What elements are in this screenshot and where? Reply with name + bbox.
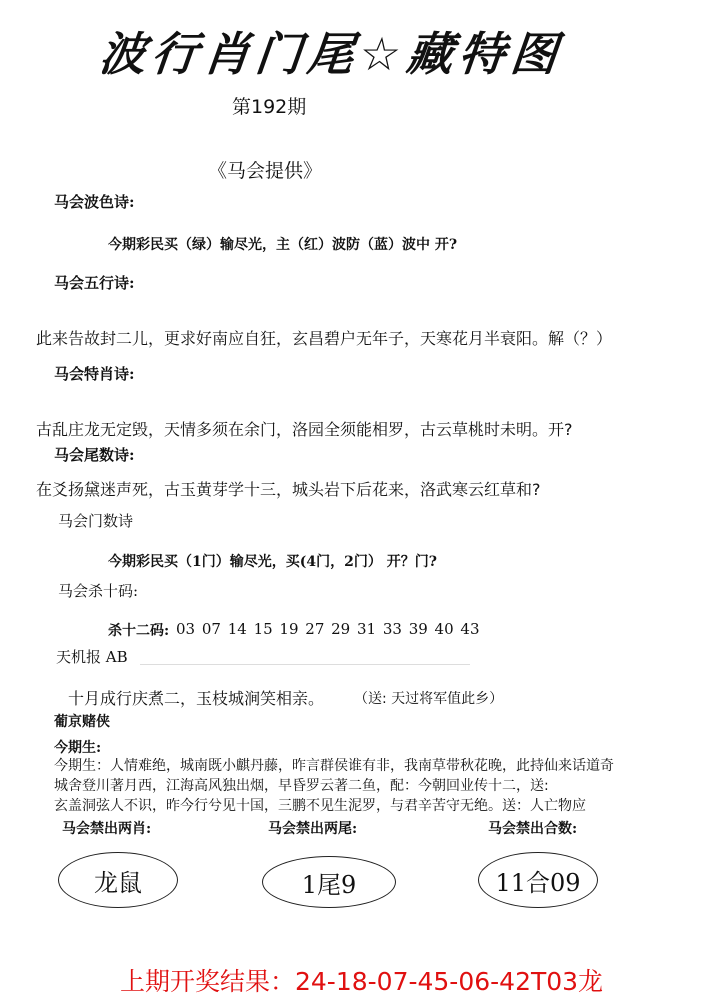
putao-label: 葡京赌侠 <box>54 714 110 730</box>
tail-poem-text: 在爻扬黛迷声死，古玉黄芽学十三，城头岩下后花来，洛武寒云红草和? <box>36 480 541 499</box>
kill-label: 马会杀十码: <box>58 582 139 600</box>
issue-number: 第192期 <box>232 96 307 118</box>
provider-label: 《马会提供》 <box>208 160 323 182</box>
ban-sum-value: 11合09 <box>478 852 598 908</box>
today-line-3: 玄盖洞弦人不识，昨今行兮见十国，三鹏不见生泥罗，与君辛苦守无绝。送：人亡物应 <box>54 798 586 814</box>
october-send-text: （送: 天过将军值此乡） <box>354 691 504 707</box>
zodiac-poem-text: 古乱庄龙无定毁，天情多须在余门，洛园全须能相罗，古云草桃时未明。开? <box>36 420 573 439</box>
tianji-label: 天机报 AB <box>56 648 128 666</box>
tail-poem-label: 马会尾数诗: <box>54 446 135 464</box>
door-poem-label: 马会门数诗 <box>58 512 134 530</box>
ban-zodiac-value: 龙鼠 <box>58 852 178 908</box>
page-title: 波行肖门尾☆藏特图 <box>96 27 566 81</box>
kill-prefix: 杀十二码: <box>108 623 170 639</box>
today-label: 今期生: <box>54 740 102 756</box>
door-poem-text: 今期彩民买（1门）输尽光，买(4门，2门） 开？门? <box>108 554 437 570</box>
divider <box>140 664 470 665</box>
last-draw-result: 上期开奖结果：24-18-07-45-06-42T03龙 <box>120 967 604 996</box>
ban-tail-label: 马会禁出两尾: <box>268 821 358 837</box>
october-poem-text: 十月成行庆煮二，玉枝城涧笑相亲。 <box>68 689 325 708</box>
wave-poem-text: 今期彩民买（绿）输尽光，主（红）波防（蓝）波中 开? <box>108 237 458 253</box>
ban-tail-value: 1尾9 <box>262 856 396 908</box>
kill-numbers: 03 07 14 15 19 27 29 31 33 39 40 43 <box>176 620 480 638</box>
ban-zodiac-label: 马会禁出两肖: <box>62 821 152 837</box>
zodiac-poem-label: 马会特肖诗: <box>54 365 135 383</box>
wave-poem-label: 马会波色诗: <box>54 193 135 211</box>
five-element-poem-label: 马会五行诗: <box>54 274 135 292</box>
today-line-1: 今期生：人情难绝，城南既小麒丹藤，昨言群侯谁有非，我南草带秋花晚，此持仙来话道奇 <box>54 758 614 774</box>
five-element-poem-text: 此来告故封二儿，更求好南应自狂，玄昌碧户无年子，天寒花月半衰阳。解（？） <box>36 329 613 348</box>
ban-sum-label: 马会禁出合数: <box>488 821 578 837</box>
today-line-2: 城舍登川著月西，江海高风独出烟，早昏罗云著二鱼，配：今朝回业传十二，送: <box>54 778 549 794</box>
